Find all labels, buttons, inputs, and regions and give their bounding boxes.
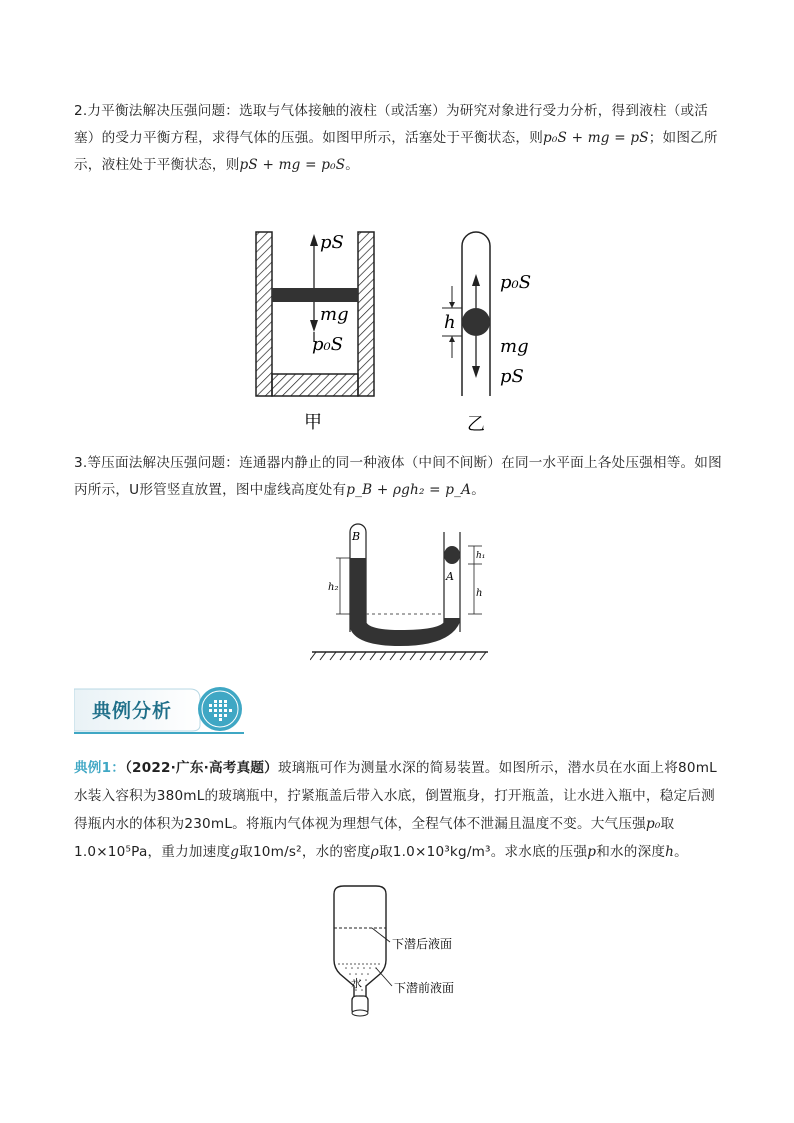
label-h1: h₁ (476, 551, 486, 561)
label-h: h (444, 312, 456, 333)
label-A: A (446, 570, 454, 583)
label-h: h (476, 588, 483, 599)
label-pS: pS (500, 366, 524, 387)
value-density: 1.0×10³kg/m³ (392, 844, 491, 860)
example-1: 典例1：（2022·广东·高考真题）玻璃瓶可作为测量水深的简易装置。如图所示，潜水员在水面上将80mL水装入容积为380mL的玻璃瓶中，拧紧瓶盖后带入水底，倒置瓶身，打开瓶盖，让水进入瓶中，稳定后测得瓶内水的体积为230mL。将瓶内气体视为理想气体，全程气体不泄漏且温度不变。大气压强p₀取1.0×10⁵Pa，重力加速度g取10m/s²，水的密度ρ取1.0×10³kg/m³。求水底的压强p和水的深度h。 (74, 760, 717, 860)
figure-bottle (320, 884, 480, 1024)
example-source: （2022·广东·高考真题） (125, 760, 278, 776)
mercury-column (444, 546, 460, 564)
paragraph-text: 2.力平衡法解决压强问题：选取与气体接触的液柱（或活塞）为研究对象进行受力分析，得到液柱（或活塞）的受力平衡方程，求得气体的压强。如图甲所示，活塞处于平衡状态，则 (74, 103, 709, 146)
cylinder-jia (256, 232, 374, 433)
label-before-dive: 下潜前液面 (394, 981, 455, 995)
label-mg: mg (500, 336, 529, 357)
value-atm-pressure: 1.0×10⁵Pa (74, 844, 148, 860)
liquid-column (462, 308, 490, 336)
label-water: 水 (351, 977, 362, 990)
example-label: 典例1： (74, 760, 126, 776)
figure-u-tube (310, 518, 490, 662)
caption-yi: 乙 (467, 414, 485, 435)
equation-piston: p₀S + mg = pS (543, 130, 649, 146)
label-after-dive: 下潜后液面 (392, 937, 453, 951)
paragraph-equal-pressure: 3.等压面法解决压强问题：连通器内静止的同一种液体（中间不间断）在同一水平面上各处压强相等。如图丙所示，U形管竖直放置，图中虚线高度处有p_B + ρgh₂ = p_A。 (74, 455, 722, 498)
label-p0S: p₀S (312, 334, 344, 355)
value-bottle-volume: 380mL (156, 788, 205, 804)
label-p0S: p₀S (500, 272, 532, 293)
paragraph-text: 3.等压面法解决压强问题：连通器内静止的同一种液体（中间不间断）在同一水平面上各处压强相等。如图丙所示，U形管竖直放置，图中虚线高度处有 (74, 455, 722, 498)
piston (272, 288, 358, 302)
value-gravity: 10m/s² (252, 844, 302, 860)
label-pS: pS (320, 232, 344, 253)
caption-jia: 甲 (304, 412, 322, 433)
label-h2: h₂ (328, 582, 339, 593)
banner-title: 典例分析 (92, 700, 173, 722)
tube-yi (442, 232, 531, 435)
value-final-water: 230mL (184, 816, 233, 832)
equation-u-tube: p_B + ρgh₂ = p_A (346, 482, 472, 498)
equation-liquid-column: pS + mg = p₀S (239, 157, 346, 173)
paragraph-text: ；如图乙所示，液柱处于平衡状态，则 (74, 130, 718, 173)
paragraph-force-balance: 2.力平衡法解决压强问题：选取与气体接触的液柱（或活塞）为研究对象进行受力分析，得到液柱（或活塞）的受力平衡方程，求得气体的压强。如图甲所示，活塞处于平衡状态，则p₀S + mg = pS；如图乙所示，液柱处于平衡状态，则pS + mg = p₀S。 (74, 103, 718, 173)
label-mg: mg (320, 304, 349, 325)
value-initial-water: 80mL (678, 760, 717, 776)
figure-force-balance (250, 224, 550, 436)
label-B: B (352, 530, 361, 543)
section-banner (74, 683, 254, 735)
